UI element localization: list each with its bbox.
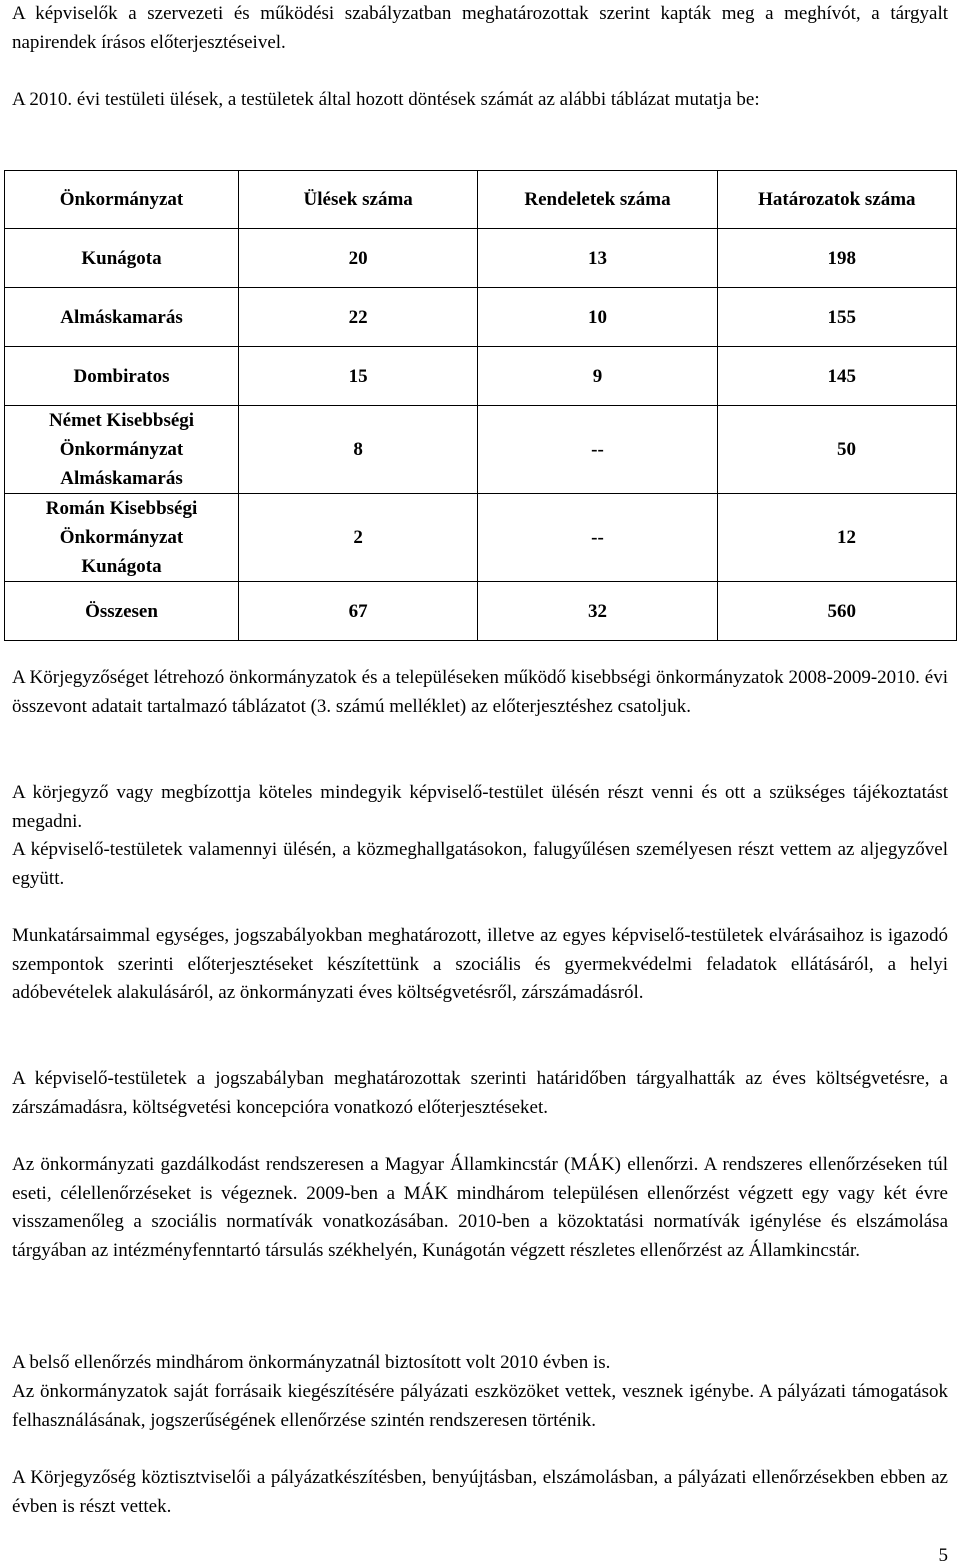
row-resolutions: 50 <box>717 406 956 494</box>
row-name <box>5 406 239 494</box>
header-resolutions: Határozatok száma <box>717 171 956 229</box>
total-resolutions: 560 <box>717 582 956 641</box>
paragraph-11: A Körjegyzőség köztisztviselői a pályázatkészítésben, benyújtásban, elszámolásban, a pályázati ellenőrzésekben ebben az évben is részt vettek. <box>12 1467 948 1517</box>
row-decrees: 10 <box>478 288 717 347</box>
row-name-line: Német Kisebbségi <box>48 410 195 431</box>
sessions-table <box>4 170 957 641</box>
row-name-line: Kunágota <box>81 556 162 577</box>
page-number: 5 <box>938 1545 948 1566</box>
paragraph-6: Munkatársaimmal egységes, jogszabályokban meghatározott, illetve az egyes képviselő-testületek elvárásaihoz is igazodó szempontok szerinti előterjesztéseket készítettünk a szociális és gyermekvédelmi feladatok ellátásáról, a helyi adóbevételek alakulásáról, az önkormányzati éves költségvetésről, zárszámadásról. <box>12 925 948 1003</box>
total-label: Összesen <box>5 582 239 641</box>
row-sessions: 20 <box>239 229 478 288</box>
table-row <box>5 229 957 288</box>
table-row <box>5 347 957 406</box>
intro-paragraph-1: A képviselők a szervezeti és működési szabályzatban meghatározottak szerint kapták meg a meghívót, a tárgyalt napirendek írásos előterjesztéseivel. <box>12 3 948 53</box>
row-name: Dombiratos <box>5 347 239 406</box>
header-decrees: Rendeletek száma <box>478 171 717 229</box>
row-decrees: 13 <box>478 229 717 288</box>
row-name: Almáskamarás <box>5 288 239 347</box>
paragraph-5: A képviselő-testületek valamennyi ülésén, a közmeghallgatásokon, falugyűlésen személyesen részt vettem az aljegyzővel együtt. <box>12 839 948 889</box>
paragraph-9: A belső ellenőrzés mindhárom önkormányzatnál biztosított volt 2010 évben is. <box>12 1352 611 1373</box>
row-name-line: Almáskamarás <box>60 468 183 489</box>
row-resolutions: 12 <box>717 494 956 582</box>
row-resolutions: 155 <box>717 288 956 347</box>
row-decrees: 9 <box>478 347 717 406</box>
row-decrees: -- <box>478 406 717 494</box>
paragraph-4: A körjegyző vagy megbízottja köteles mindegyik képviselő-testület ülésén részt venni és ott a szükséges tájékoztatást megadni. <box>12 782 948 832</box>
row-sessions: 15 <box>239 347 478 406</box>
table-row <box>5 494 957 582</box>
table-header-row <box>5 171 957 229</box>
header-municipality: Önkormányzat <box>5 171 239 229</box>
table-total-row <box>5 582 957 641</box>
row-sessions: 22 <box>239 288 478 347</box>
paragraph-10: Az önkormányzatok saját forrásaik kiegészítésére pályázati eszközöket vettek, vesznek igénybe. A pályázati támogatások felhasználásának, jogszerűségének ellenőrzése szintén rendszeresen történik. <box>12 1381 948 1431</box>
row-name <box>5 494 239 582</box>
total-decrees: 32 <box>478 582 717 641</box>
row-resolutions: 145 <box>717 347 956 406</box>
row-name-line: Önkormányzat <box>59 439 184 460</box>
row-sessions: 2 <box>239 494 478 582</box>
table-row <box>5 406 957 494</box>
total-sessions: 67 <box>239 582 478 641</box>
row-name-line: Román Kisebbségi <box>45 498 198 519</box>
paragraph-7: A képviselő-testületek a jogszabályban meghatározottak szerinti határidőben tárgyalhatták az éves költségvetésre, a zárszámadásra, költségvetési koncepcióra vonatkozó előterjesztéseket. <box>12 1068 948 1118</box>
row-sessions: 8 <box>239 406 478 494</box>
table-row <box>5 288 957 347</box>
row-name-line: Önkormányzat <box>59 527 184 548</box>
paragraph-3: A Körjegyzőséget létrehozó önkormányzatok és a településeken működő kisebbségi önkormányzatok 2008-2009-2010. évi összevont adatait tartalmazó táblázatot (3. számú melléklet) az előterjesztéshez csatoljuk. <box>12 667 948 717</box>
row-name: Kunágota <box>5 229 239 288</box>
intro-paragraph-2: A 2010. évi testületi ülések, a testületek által hozott döntések számát az alábbi táblázat mutatja be: <box>12 89 760 110</box>
paragraph-8: Az önkormányzati gazdálkodást rendszeresen a Magyar Államkincstár (MÁK) ellenőrzi. A rendszeres ellenőrzéseken túl eseti, célellenőrzéseket is végeznek. 2009-ben a MÁK mindhárom településen ellenőrzést végzett egy vagy két évre visszamenőleg a szociális normatívák vonatkozásában. 2010-ben a közoktatási normatívák igénylése és elszámolása tárgyában az intézményfenntartó társulás székhelyén, Kunágotán végzett részletes ellenőrzést az Államkincstár. <box>12 1154 948 1261</box>
header-sessions: Ülések száma <box>239 171 478 229</box>
row-resolutions: 198 <box>717 229 956 288</box>
row-decrees: -- <box>478 494 717 582</box>
